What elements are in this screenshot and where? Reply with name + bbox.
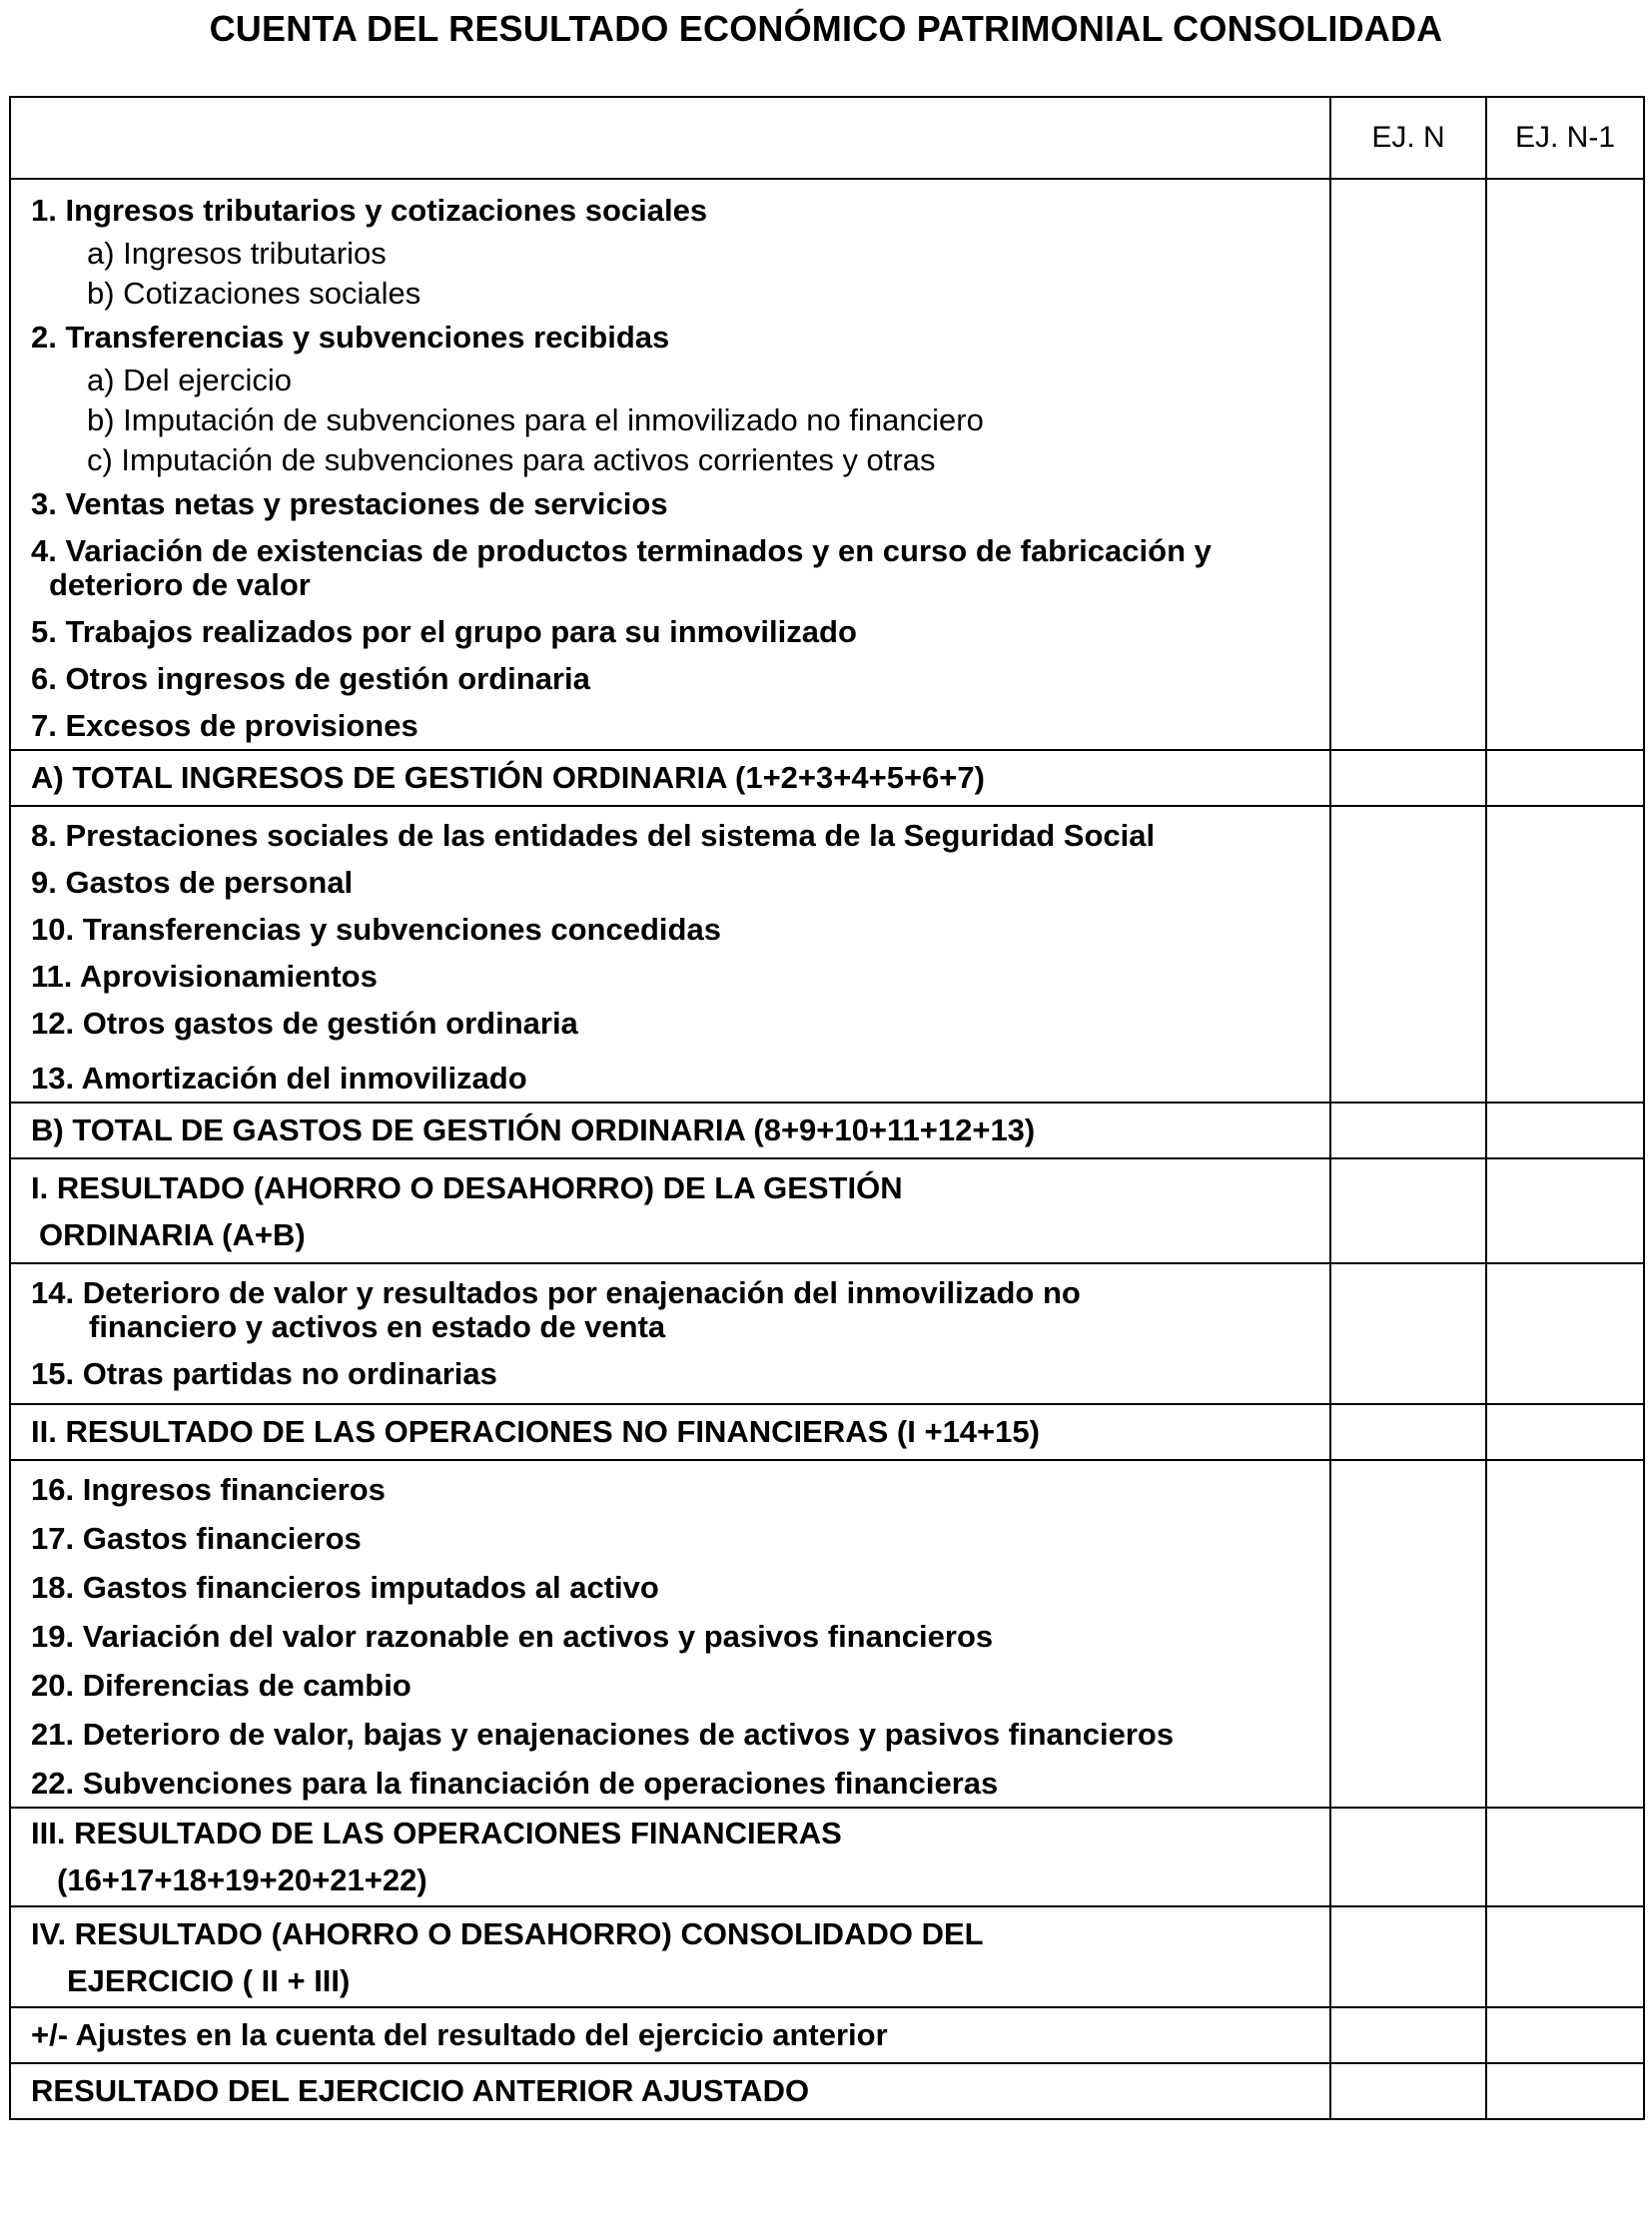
income-items-group [10,179,1644,750]
value-cell-n [1330,806,1486,1103]
result-i-label-continuation: ORDINARIA (A+B) [39,1217,306,1252]
line-item: 20. Diferencias de cambio [31,1668,412,1703]
line-item: 1. Ingresos tributarios y cotizaciones sociales [31,193,708,228]
line-item: 12. Otros gastos de gestión ordinaria [31,1006,578,1041]
expense-items-cell [10,806,1330,1103]
value-cell-n1 [1486,1906,1644,2007]
adjusted-result-label: RESULTADO DEL EJERCICIO ANTERIOR AJUSTADO [31,2073,810,2108]
value-cell-n [1330,1808,1486,1906]
line-item: 17. Gastos financieros [31,1521,362,1556]
adjusted-result-row [10,2063,1644,2119]
value-cell-n [1330,2007,1486,2063]
column-header-n1: EJ. N-1 [1486,97,1644,179]
line-item: c) Imputación de subvenciones para activos corrientes y otras [87,442,936,477]
line-item: a) Ingresos tributarios [87,236,387,271]
line-item-continuation: deterioro de valor [49,567,311,602]
result-ii-row [10,1404,1644,1460]
line-item: 22. Subvenciones para la financiación de operaciones financieras [31,1766,999,1801]
line-item: 2. Transferencias y subvenciones recibidas [31,320,670,355]
line-item: 14. Deterioro de valor y resultados por enajenación del inmovilizado no [31,1275,1081,1310]
line-item: 6. Otros ingresos de gestión ordinaria [31,661,590,696]
line-item: 13. Amortización del inmovilizado [31,1061,527,1096]
line-item: 15. Otras partidas no ordinarias [31,1356,497,1391]
column-header-n: EJ. N [1330,97,1486,179]
line-item-continuation: financiero y activos en estado de venta [89,1309,666,1344]
result-iv-label-continuation: EJERCICIO ( II + III) [67,1963,351,1998]
total-income-label: A) TOTAL INGRESOS DE GESTIÓN ORDINARIA (1+2+3+4+5+6+7) [31,760,985,795]
header-row [10,97,1644,179]
line-item: 16. Ingresos financieros [31,1472,386,1507]
line-item: b) Cotizaciones sociales [87,276,421,311]
result-i-row [10,1158,1644,1263]
total-expenses-label: B) TOTAL DE GASTOS DE GESTIÓN ORDINARIA (8+9+10+11+12+13) [31,1112,1036,1147]
value-cell-n [1330,1158,1486,1263]
value-cell-n1 [1486,179,1644,750]
line-item: 4. Variación de existencias de productos terminados y en curso de fabricación y [31,533,1212,568]
income-statement-table [9,96,1645,2120]
total-expenses-row [10,1103,1644,1158]
value-cell-n1 [1486,1808,1644,1906]
line-item: 7. Excesos de provisiones [31,708,418,743]
line-item: 18. Gastos financieros imputados al activo [31,1570,659,1605]
line-item: 5. Trabajos realizados por el grupo para su inmovilizado [31,614,857,649]
line-item: 19. Variación del valor razonable en activos y pasivos financieros [31,1619,994,1654]
value-cell-n1 [1486,806,1644,1103]
value-cell-n [1330,1460,1486,1808]
value-cell-n [1330,1404,1486,1460]
result-iii-row [10,1808,1644,1906]
value-cell-n1 [1486,1460,1644,1808]
result-iv-label: IV. RESULTADO (AHORRO O DESAHORRO) CONSOLIDADO DEL [31,1916,984,1951]
value-cell-n1 [1486,2007,1644,2063]
value-cell-n1 [1486,1404,1644,1460]
financial-items-group [10,1460,1644,1808]
expense-items-group [10,806,1644,1103]
value-cell-n [1330,750,1486,806]
result-i-label: I. RESULTADO (AHORRO O DESAHORRO) DE LA GESTIÓN [31,1170,903,1205]
value-cell-n1 [1486,1158,1644,1263]
income-items-cell [10,179,1330,750]
value-cell-n [1330,179,1486,750]
line-item: 9. Gastos de personal [31,865,354,900]
line-item: 21. Deterioro de valor, bajas y enajenaciones de activos y pasivos financieros [31,1717,1175,1752]
line-item: 11. Aprovisionamientos [31,959,378,994]
result-ii-label: II. RESULTADO DE LAS OPERACIONES NO FINANCIERAS (I +14+15) [31,1414,1040,1449]
result-iv-row [10,1906,1644,2007]
total-income-row [10,750,1644,806]
result-iii-label-continuation: (16+17+18+19+20+21+22) [57,1862,427,1897]
line-item: b) Imputación de subvenciones para el inmovilizado no financiero [87,402,984,437]
value-cell-n1 [1486,2063,1644,2119]
line-item: a) Del ejercicio [87,363,293,397]
line-item: 10. Transferencias y subvenciones concedidas [31,912,721,947]
value-cell-n [1330,1103,1486,1158]
value-cell-n1 [1486,1263,1644,1404]
value-cell-n [1330,1263,1486,1404]
page-title: CUENTA DEL RESULTADO ECONÓMICO PATRIMONIAL CONSOLIDADA [209,8,1443,49]
value-cell-n1 [1486,1103,1644,1158]
line-item: 8. Prestaciones sociales de las entidades del sistema de la Seguridad Social [31,818,1156,853]
value-cell-n [1330,2063,1486,2119]
non-ordinary-items-group [10,1263,1644,1404]
value-cell-n1 [1486,750,1644,806]
result-iii-label: III. RESULTADO DE LAS OPERACIONES FINANCIERAS [31,1816,842,1851]
adjustments-row [10,2007,1644,2063]
header-label-cell [10,97,1330,179]
line-item: 3. Ventas netas y prestaciones de servicios [31,486,668,521]
value-cell-n [1330,1906,1486,2007]
adjustments-label: +/- Ajustes en la cuenta del resultado del ejercicio anterior [31,2017,888,2052]
